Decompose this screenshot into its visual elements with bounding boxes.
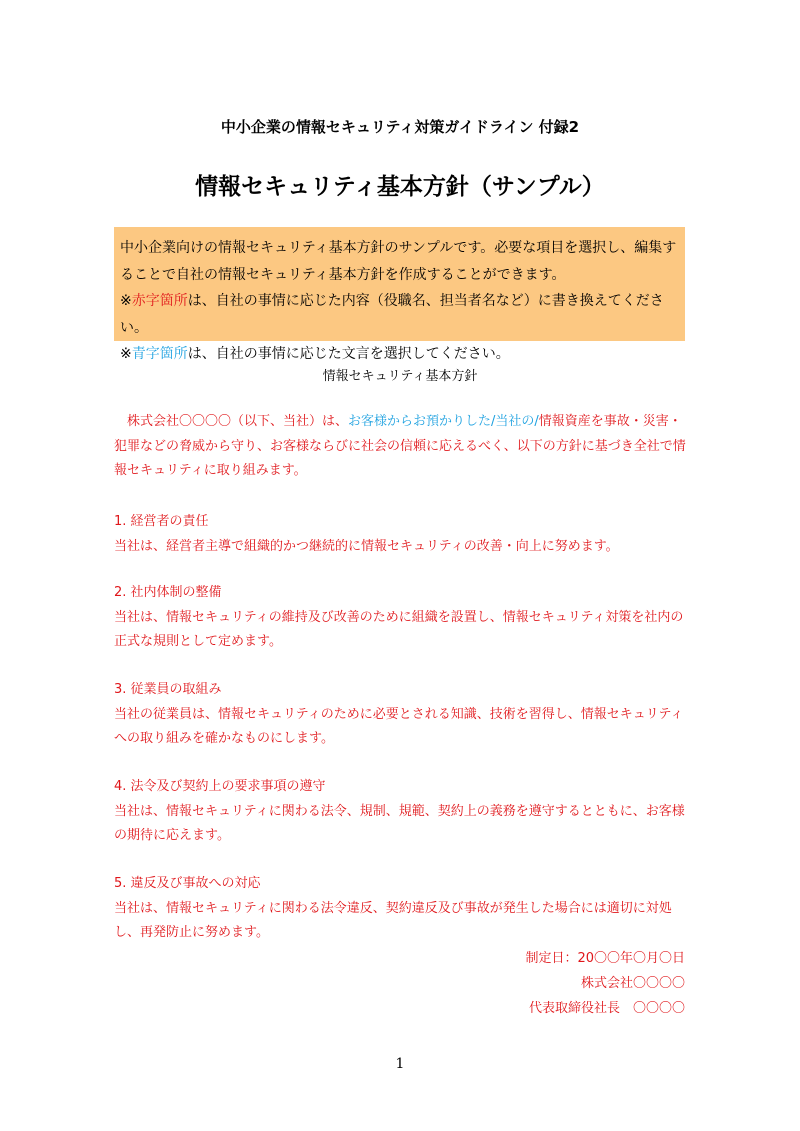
- instruction-text: 中小企業向けの情報セキュリティ基本方針のサンプルです。必要な項目を選択し、編集することで自社の情報セキュリティ基本方針を作成することができます。: [120, 240, 677, 283]
- policy-intro: [114, 410, 688, 484]
- representative-name: 代表取締役社長 〇〇〇〇: [528, 1001, 685, 1016]
- policy-section-5: [114, 872, 688, 946]
- blue-note-text: は、自社の事情に応じた文言を選択してください。: [187, 346, 510, 362]
- intro-text-1: 株式会社〇〇〇〇（以下、当社）は、: [127, 414, 349, 429]
- section-text: 当社の従業員は、情報セキュリティのために必要とされる知識、技術を習得し、情報セキュリティへの取り組みを確かなものにします。: [114, 706, 684, 746]
- section-title: 5. 違反及び事故への対応: [114, 876, 261, 891]
- instruction-box: [114, 227, 685, 362]
- intro-choice-text: お客様からお預かりした/当社の/: [348, 414, 539, 429]
- section-text: 当社は、情報セキュリティに関わる法令、規制、規範、契約上の義務を遵守するとともに、お客様の期待に応えます。: [114, 803, 685, 843]
- page-number: 1: [395, 1056, 405, 1072]
- policy-section-2: [114, 581, 688, 655]
- document-subtitle: 中小企業の情報セキュリティ対策ガイドライン 付録2: [220, 118, 580, 136]
- company-name: 株式会社〇〇〇〇: [580, 976, 685, 991]
- policy-heading: 情報セキュリティ基本方針: [322, 369, 478, 384]
- section-text: 当社は、経営者主導で組織的かつ継続的に情報セキュリティの改善・向上に努めます。: [114, 538, 619, 554]
- document-title: 情報セキュリティ基本方針（サンプル）: [195, 174, 605, 200]
- red-note-text: は、自社の事情に応じた内容（役職名、担当者名など）に書き換えてください。: [120, 293, 664, 336]
- section-text: 当社は、情報セキュリティに関わる法令違反、契約違反及び事故が発生した場合には適切に対処し、再発防止に努めます。: [114, 900, 672, 940]
- section-title: 2. 社内体制の整備: [114, 585, 222, 600]
- section-title: 1. 経営者の責任: [114, 514, 209, 529]
- enactment-date: 制定日：20〇〇年〇月〇日: [525, 951, 685, 966]
- policy-section-1: [114, 510, 688, 559]
- red-note-prefix: ※: [120, 293, 132, 309]
- policy-section-4: [114, 775, 688, 849]
- section-title: 4. 法令及び契約上の要求事項の遵守: [114, 779, 326, 794]
- signature-block: [525, 946, 685, 1021]
- policy-section-3: [114, 678, 688, 752]
- section-text: 当社は、情報セキュリティの維持及び改善のために組織を設置し、情報セキュリティ対策を社内の正式な規則として定めます。: [114, 609, 684, 649]
- red-note-label: 赤字箇所: [131, 293, 188, 309]
- intro-text-2: 情報資産を事故・災害・犯罪などの脅威から守り、お客様ならびに社会の信頼に応えるべく、以下の方針に基づき全社で情報セキュリティに取り組みます。: [114, 414, 686, 478]
- blue-note-prefix: ※: [120, 346, 132, 362]
- section-title: 3. 従業員の取組み: [114, 682, 222, 697]
- blue-note-label: 青字箇所: [131, 346, 188, 362]
